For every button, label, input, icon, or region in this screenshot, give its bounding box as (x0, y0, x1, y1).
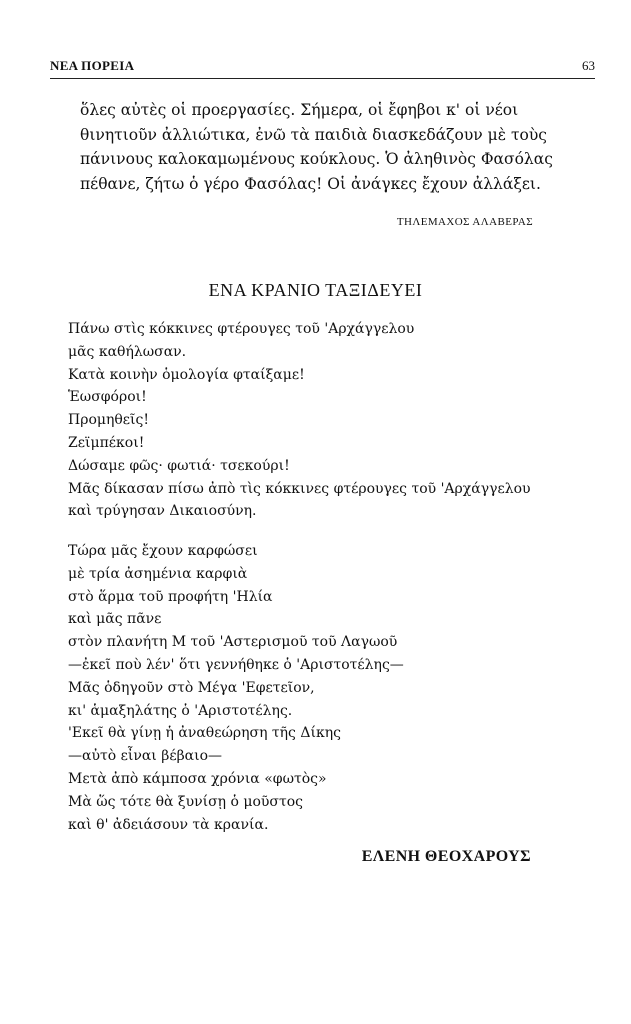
prose-author-signature: ΤΗΛΕΜΑΧΟΣ ΑΛΑΒΕΡΑΣ (396, 216, 533, 228)
prose-line: θινητιοῦν ἀλλιώτικα, ἐνῶ τὰ παιδιὰ διασκεδάζουν μὲ τοὺς (80, 125, 547, 144)
poem-line: καὶ θ' ἀδειάσουν τὰ κρανία. (68, 816, 269, 833)
poem-line: Μὰ ὥς τότε θὰ ξυνίσῃ ὁ μοῦστος (68, 793, 304, 810)
poem-line: Μᾶς δίκασαν πίσω ἀπὸ τὶς κόκκινες φτέρουγες τοῦ 'Αρχάγγελου (68, 480, 531, 497)
poem-line: —αὐτὸ εἶναι βέβαιο— (68, 748, 223, 765)
poem-author: ΕΛΕΝΗ ΘΕΟΧΑΡΟΥΣ (361, 848, 531, 865)
poem-line: στὸν πλανήτη Μ τοῦ 'Αστερισμοῦ τοῦ Λαγωοῦ (68, 634, 398, 651)
poem-line: κι' ἁμαξηλάτης ὁ 'Αριστοτέλης. (68, 702, 293, 719)
poem-line: Ζεϊμπέκοι! (68, 434, 145, 451)
poem-line: Μετὰ ἀπὸ κάμποσα χρόνια «φωτὸς» (68, 770, 327, 787)
prose-line: πέθανε, ζήτω ὁ γέρο Φασόλας! Οἱ ἀνάγκες ἔχουν ἀλλάξει. (80, 174, 541, 193)
poem-line: στὸ ἅρμα τοῦ προφήτη 'Ηλία (68, 588, 273, 605)
poem-line: μὲ τρία ἀσημένια καρφιὰ (68, 565, 248, 582)
journal-title: ΝΕΑ ΠΟΡΕΙΑ (50, 58, 135, 73)
poem-line: Προμηθεῖς! (68, 412, 149, 429)
poem-stanza-1 (68, 318, 531, 523)
prose-line: ὅλες αὐτὲς οἱ προεργασίες. Σήμερα, οἱ ἔφηβοι κ' οἱ νέοι (80, 101, 519, 119)
poem-line: Κατὰ κοινὴν ὁμολογία φταίξαμε! (68, 366, 305, 383)
page-number: 63 (582, 58, 595, 73)
poem-line: —ἐκεῖ ποὺ λέν' ὅτι γεννήθηκε ὁ 'Αριστοτέλης— (68, 656, 404, 673)
poem-line: Δώσαμε φῶς· φωτιά· τσεκούρι! (68, 457, 290, 474)
poem-stanza-2 (68, 540, 404, 836)
running-header (50, 58, 595, 79)
poem-title: ΕΝΑ ΚΡΑΝΙΟ ΤΑΞΙΔΕΥΕΙ (208, 280, 423, 300)
poem-line: Ἑωσφόροι! (68, 389, 147, 406)
poem-line: Μᾶς ὁδηγοῦν στὸ Μέγα 'Εφετεῖον, (68, 679, 315, 696)
prose-paragraph (80, 98, 553, 196)
poem-line: Τώρα μᾶς ἔχουν καρφώσει (68, 543, 258, 559)
poem-line: καὶ μᾶς πᾶνε (68, 611, 162, 628)
prose-line: πάνινους καλοκαμωμένους κούκλους. Ὁ ἀληθινὸς Φασόλας (80, 150, 553, 168)
poem-line: Πάνω στὶς κόκκινες φτέρουγες τοῦ 'Αρχάγγελου (68, 321, 415, 337)
poem-line: καὶ τρύγησαν Δικαιοσύνη. (68, 503, 257, 520)
poem-line: μᾶς καθήλωσαν. (68, 343, 187, 360)
poem-line: 'Εκεῖ θὰ γίνῃ ἡ ἀναθεώρηση τῆς Δίκης (68, 725, 341, 742)
